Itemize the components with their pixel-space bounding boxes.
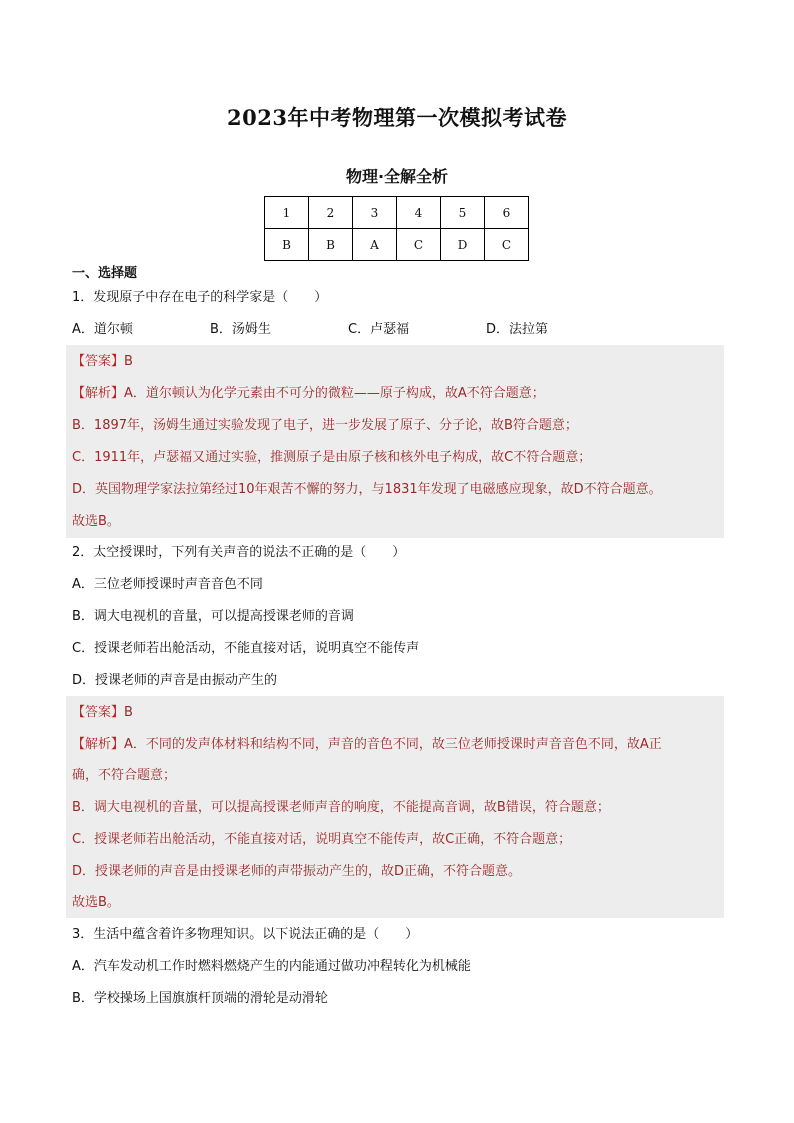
- answer-table-number-row: [265, 197, 529, 229]
- q1-option-d: D．法拉第: [486, 322, 549, 337]
- answer-cell: C: [397, 229, 441, 261]
- q1-solution-box: [66, 345, 724, 538]
- answer-tag: 【答案】: [72, 354, 125, 369]
- q1-option-c: C．卢瑟福: [348, 322, 410, 337]
- q2-answer: [72, 704, 133, 722]
- q2-analysis-line: 确，不符合题意；: [72, 768, 177, 783]
- q1-analysis-line: [72, 385, 545, 403]
- answer-cell: B: [309, 229, 353, 261]
- q2-analysis-line: D．授课老师的声音是由授课老师的声带振动产生的，故D正确，不符合题意。: [72, 864, 522, 879]
- question-number-cell: 4: [397, 197, 441, 229]
- q1-option-b: B．汤姆生: [210, 322, 271, 337]
- q1-analysis-line: D．英国物理学家法拉第经过10年艰苦不懈的努力，与1831年发现了电磁感应现象，故D不符合题意。: [72, 482, 662, 497]
- answer-table: [264, 196, 529, 261]
- answer-table-answer-row: [265, 229, 529, 261]
- answer-tag: 【答案】: [72, 705, 125, 720]
- q2-analysis-line: C．授课老师若出舱活动，不能直接对话，说明真空不能传声，故C正确，不符合题意；: [72, 832, 572, 847]
- answer-cell: C: [485, 229, 529, 261]
- q2-option-a: A．三位老师授课时声音音色不同: [72, 577, 263, 592]
- q2-option-c: C．授课老师若出舱活动，不能直接对话，说明真空不能传声: [72, 641, 420, 656]
- q1-answer: [72, 353, 133, 371]
- question-number-cell: 2: [309, 197, 353, 229]
- q3-option-a: A．汽车发动机工作时燃料燃烧产生的内能通过做功冲程转化为机械能: [72, 959, 471, 974]
- analysis-text: A．道尔顿认为化学元素由不可分的微粒——原子构成，故A不符合题意；: [124, 386, 545, 401]
- analysis-text: A．不同的发声体材料和结构不同，声音的音色不同，故三位老师授课时声音音色不同，故A正: [124, 737, 662, 752]
- q2-stem: 2．太空授课时，下列有关声音的说法不正确的是（ ）: [72, 545, 406, 560]
- analysis-tag: 【解析】: [72, 386, 125, 401]
- q2-analysis-line: B．调大电视机的音量，可以提高授课老师声音的响度，不能提高音调，故B错误，符合题意；: [72, 800, 610, 815]
- answer-cell: B: [265, 229, 309, 261]
- section-heading: 一、选择题: [72, 266, 138, 281]
- q1-analysis-line: B．1897年，汤姆生通过实验发现了电子，进一步发展了原子、分子论，故B符合题意；: [72, 418, 578, 433]
- answer-cell: D: [441, 229, 485, 261]
- page-title: 2023年中考物理第一次模拟考试卷: [227, 105, 567, 130]
- analysis-tag: 【解析】: [72, 737, 125, 752]
- question-number-cell: 3: [353, 197, 397, 229]
- q1-analysis-line: C．1911年，卢瑟福又通过实验，推测原子是由原子核和核外电子构成，故C不符合题意；: [72, 450, 592, 465]
- answer-cell: A: [353, 229, 397, 261]
- page-subtitle: 物理·全解全析: [345, 167, 449, 186]
- q2-analysis-line: [72, 736, 662, 754]
- question-number-cell: 6: [485, 197, 529, 229]
- q1-options: [72, 321, 624, 339]
- q1-conclusion: 故选B。: [72, 514, 120, 529]
- q3-option-b: B．学校操场上国旗旗杆顶端的滑轮是动滑轮: [72, 991, 328, 1006]
- q2-option-b: B．调大电视机的音量，可以提高授课老师的音调: [72, 609, 354, 624]
- q3-stem: 3．生活中蕴含着许多物理知识。以下说法正确的是（ ）: [72, 927, 419, 942]
- answer-value: B: [124, 354, 133, 369]
- question-number-cell: 1: [265, 197, 309, 229]
- q2-conclusion: 故选B。: [72, 895, 120, 910]
- q1-option-a: A．道尔顿: [72, 322, 133, 337]
- q1-stem: 1．发现原子中存在电子的科学家是（ ）: [72, 290, 328, 305]
- question-number-cell: 5: [441, 197, 485, 229]
- answer-value: B: [124, 705, 133, 720]
- q2-option-d: D．授课老师的声音是由振动产生的: [72, 673, 278, 688]
